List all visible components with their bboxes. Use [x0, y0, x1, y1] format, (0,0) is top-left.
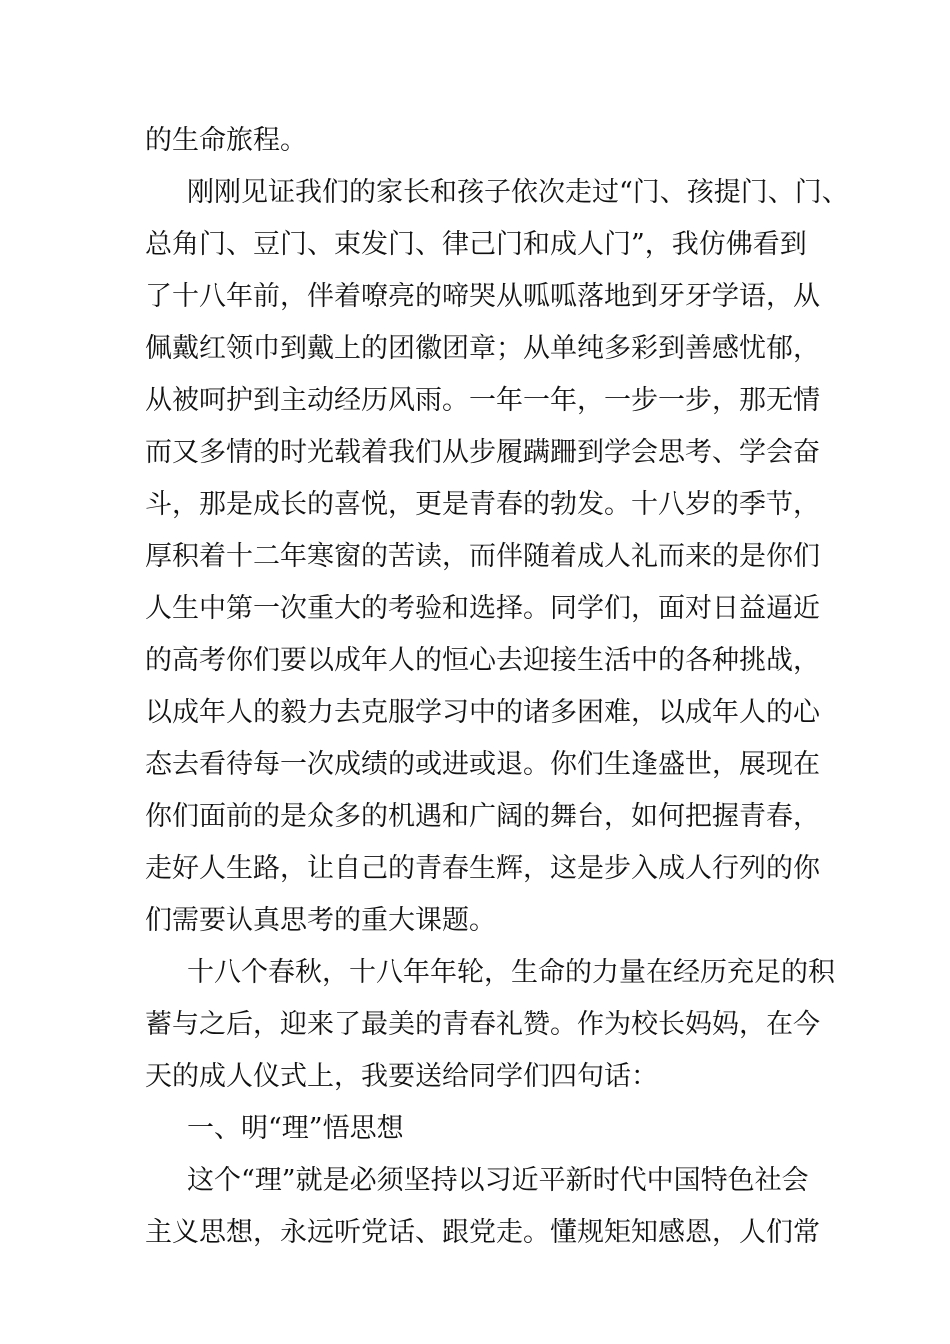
section-heading: 一、明“理”悟思想: [187, 1113, 404, 1144]
text-line: 们需要认真思考的重大课题。: [145, 905, 496, 936]
text-line: 走好人生路，让自己的青春生辉，这是步入成人行列的你: [145, 853, 820, 884]
text-line: 的高考你们要以成年人的恒心去迎接生活中的各种挑战，: [145, 645, 820, 676]
text-line: 厚积着十二年寒窗的苦读，而伴随着成人礼而来的是你们: [145, 541, 820, 572]
text-line: 这个“理”就是必须坚持以习近平新时代中国特色社会: [187, 1165, 809, 1196]
text-line: 了十八年前，伴着嘹亮的啼哭从呱呱落地到牙牙学语，从: [145, 281, 820, 312]
text-line: 以成年人的毅力去克服学习中的诸多困难，以成年人的心: [145, 697, 820, 728]
text-line: 总角门、豆门、束发门、律己门和成人门”，我仿佛看到: [145, 229, 807, 260]
text-line: 从被呵护到主动经历风雨。一年一年，一步一步，那无情: [145, 385, 820, 416]
text-line: 的生命旅程。: [145, 125, 307, 156]
text-line: 主义思想，永远听党话、跟党走。懂规矩知感恩，人们常: [145, 1217, 820, 1248]
text-line: 佩戴红领巾到戴上的团徽团章；从单纯多彩到善感忧郁，: [145, 333, 820, 364]
text-line: 天的成人仪式上，我要送给同学们四句话：: [145, 1061, 658, 1092]
text-line: 态去看待每一次成绩的或进或退。你们生逢盛世，展现在: [145, 749, 820, 780]
text-line: 蓄与之后，迎来了最美的青春礼赞。作为校长妈妈，在今: [145, 1009, 820, 1040]
text-line: 刚刚见证我们的家长和孩子依次走过“门、孩提门、门、: [187, 177, 849, 208]
text-line: 而又多情的时光载着我们从步履蹒跚到学会思考、学会奋: [145, 437, 820, 468]
text-line: 人生中第一次重大的考验和选择。同学们，面对日益逼近: [145, 593, 820, 624]
text-line: 十八个春秋，十八年年轮，生命的力量在经历充足的积: [187, 957, 835, 988]
text-line: 你们面前的是众多的机遇和广阔的舞台，如何把握青春，: [145, 801, 820, 832]
text-line: 斗，那是成长的喜悦，更是青春的勃发。十八岁的季节，: [145, 489, 820, 520]
